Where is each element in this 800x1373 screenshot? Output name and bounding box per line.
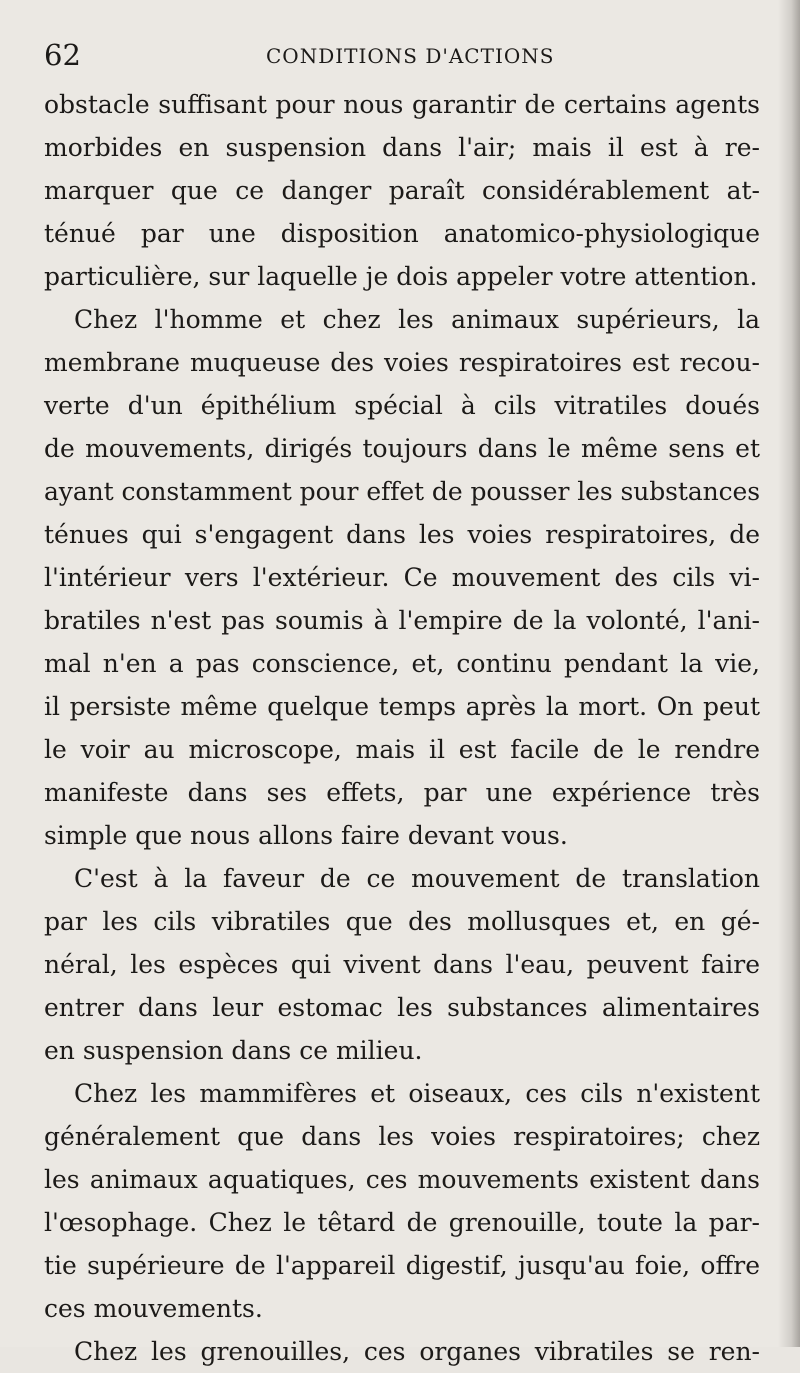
page-edge-shadow — [778, 0, 800, 1347]
text-line: l'œsophage. Chez le têtard de grenouille, toute la par- — [44, 1208, 760, 1237]
text-line: C'est à la faveur de ce mouvement de translation — [74, 864, 760, 893]
text-line: de mouvements, dirigés toujours dans le même sens et — [44, 434, 760, 463]
text-line: en suspension dans ce milieu. — [44, 1036, 423, 1065]
running-head: CONDITIONS D'ACTIONS — [266, 44, 555, 68]
text-line: tie supérieure de l'appareil digestif, jusqu'au foie, offre — [44, 1251, 760, 1280]
text-line: généralement que dans les voies respiratoires; chez — [44, 1122, 760, 1151]
text-line: les animaux aquatiques, ces mouvements existent dans — [44, 1165, 760, 1194]
text-line: particulière, sur laquelle je dois appeler votre attention. — [44, 262, 758, 291]
text-line: manifeste dans ses effets, par une expérience très — [44, 778, 760, 807]
text-line: bratiles n'est pas soumis à l'empire de la volonté, l'ani- — [44, 606, 760, 635]
paragraph-2 — [44, 298, 760, 857]
text-line: entrer dans leur estomac les substances alimentaires — [44, 993, 760, 1022]
paragraph-3 — [44, 857, 760, 1072]
paragraph-4 — [44, 1072, 760, 1330]
text-line: simple que nous allons faire devant vous. — [44, 821, 568, 850]
text-line: par les cils vibratiles que des mollusques et, en gé- — [44, 907, 760, 936]
text-line: ayant constamment pour effet de pousser les substances — [44, 477, 760, 506]
text-line: il persiste même quelque temps après la mort. On peut — [44, 692, 760, 721]
paragraph-1 — [44, 83, 760, 298]
text-line: le voir au microscope, mais il est facile de le rendre — [44, 735, 760, 764]
text-line: Chez les grenouilles, ces organes vibratiles se ren- — [74, 1337, 760, 1366]
text-line: mal n'en a pas conscience, et, continu pendant la vie, — [44, 649, 760, 678]
text-line: obstacle suffisant pour nous garantir de certains agents — [44, 90, 760, 119]
text-line: l'intérieur vers l'extérieur. Ce mouvement des cils vi- — [44, 563, 760, 592]
body-text — [44, 83, 760, 1373]
text-line: ténué par une disposition anatomico-physiologique — [44, 219, 760, 248]
paragraph-5 — [44, 1330, 760, 1373]
text-line: membrane muqueuse des voies respiratoires est recou- — [44, 348, 760, 377]
text-line: morbides en suspension dans l'air; mais il est à re- — [44, 133, 760, 162]
text-line: ces mouvements. — [44, 1294, 263, 1323]
page-header — [44, 38, 760, 78]
page-number: 62 — [44, 38, 81, 72]
text-line: néral, les espèces qui vivent dans l'eau, peuvent faire — [44, 950, 760, 979]
text-line: ténues qui s'engagent dans les voies respiratoires, de — [44, 520, 760, 549]
text-line: Chez les mammifères et oiseaux, ces cils n'existent — [74, 1079, 760, 1108]
text-line: Chez l'homme et chez les animaux supérieurs, la — [74, 305, 760, 334]
text-line: verte d'un épithélium spécial à cils vitratiles doués — [44, 391, 760, 420]
text-line: marquer que ce danger paraît considérablement at- — [44, 176, 760, 205]
